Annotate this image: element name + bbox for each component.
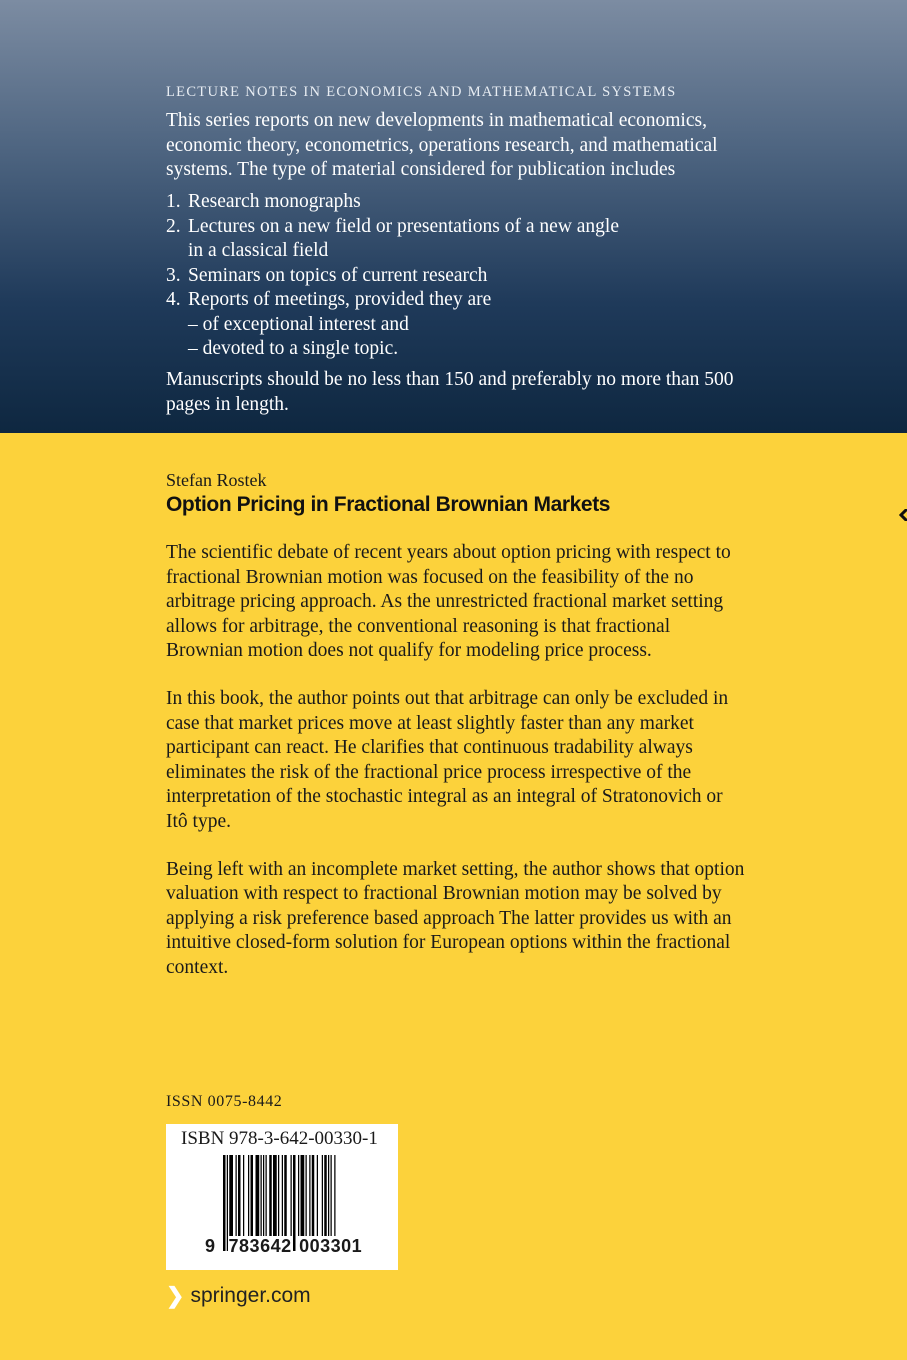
list-continuation: in a classical field [188,240,329,261]
list-item [166,215,619,240]
description-paragraph: The scientific debate of recent years about option pricing with respect to fractional Brownian motion was focused on the feasibility of the no arbitrage pricing approach. As the unrestricted fractional market setting allows for arbitrage, the conventional reasoning is that fractional Brownian motion does not qualify for modeling price process. [166,542,731,661]
list-text: Reports of meetings, provided they are [188,289,492,310]
list-text: Research monographs [188,191,361,212]
list-text: Lectures on a new field or presentations of a new angle [188,215,619,237]
barcode-digits-right: 003301 [299,1236,363,1256]
publisher-link[interactable] [166,1283,311,1309]
list-number: 4. [166,289,181,310]
publication-types-list [166,190,619,362]
list-subitem: – of exceptional interest and [188,313,409,335]
barcode-digit-lead: 9 [205,1236,216,1256]
list-text: Seminars on topics of current research [188,264,488,286]
list-item [166,190,619,215]
chevron-right-icon: ❯ [166,1283,185,1308]
book-title: Option Pricing in Fractional Brownian Markets [166,493,611,516]
book-description [166,541,746,1004]
list-item [166,288,619,313]
author-name: Stefan Rostek [166,470,267,490]
isbn: ISBN 978-3-642-00330-1 [181,1128,378,1149]
barcode-digits-left: 783642 [228,1236,292,1256]
list-number: 3. [166,264,181,286]
description-paragraph: Being left with an incomplete market setting, the author shows that option valuation with respect to fractional Brownian motion may be solved by applying a risk preference based approach The latter provides us with an intuitive closed-form solution for European options within the fractional context. [166,858,745,978]
edge-mark-icon [899,509,907,521]
series-title: LECTURE NOTES IN ECONOMICS AND MATHEMATICAL SYSTEMS [166,84,677,100]
issn: ISSN 0075-8442 [166,1093,283,1110]
manuscript-note: Manuscripts should be no less than 150 and preferably no more than 500 pages in length. [166,369,734,415]
description-paragraph: In this book, the author points out that arbitrage can only be excluded in case that market prices move at least slightly faster than any market participant can react. He clarifies that continuous tradability always eliminates the risk of the fractional price process irrespective of the interpretation of the stochastic integral as an integral of Stratonovich or Itô type. [166,688,729,832]
series-panel [0,0,907,433]
list-subitem: – devoted to a single topic. [188,338,399,359]
barcode [166,1124,398,1270]
series-intro: This series reports on new developments in mathematical economics, economic theory, econometrics, operations research, and mathematical systems. The type of material considered for publication includes [166,110,718,180]
list-item [166,264,619,289]
publisher-url: springer.com [190,1284,311,1307]
list-number: 1. [166,191,181,212]
barcode-digits [204,1236,363,1257]
list-number: 2. [166,215,181,237]
